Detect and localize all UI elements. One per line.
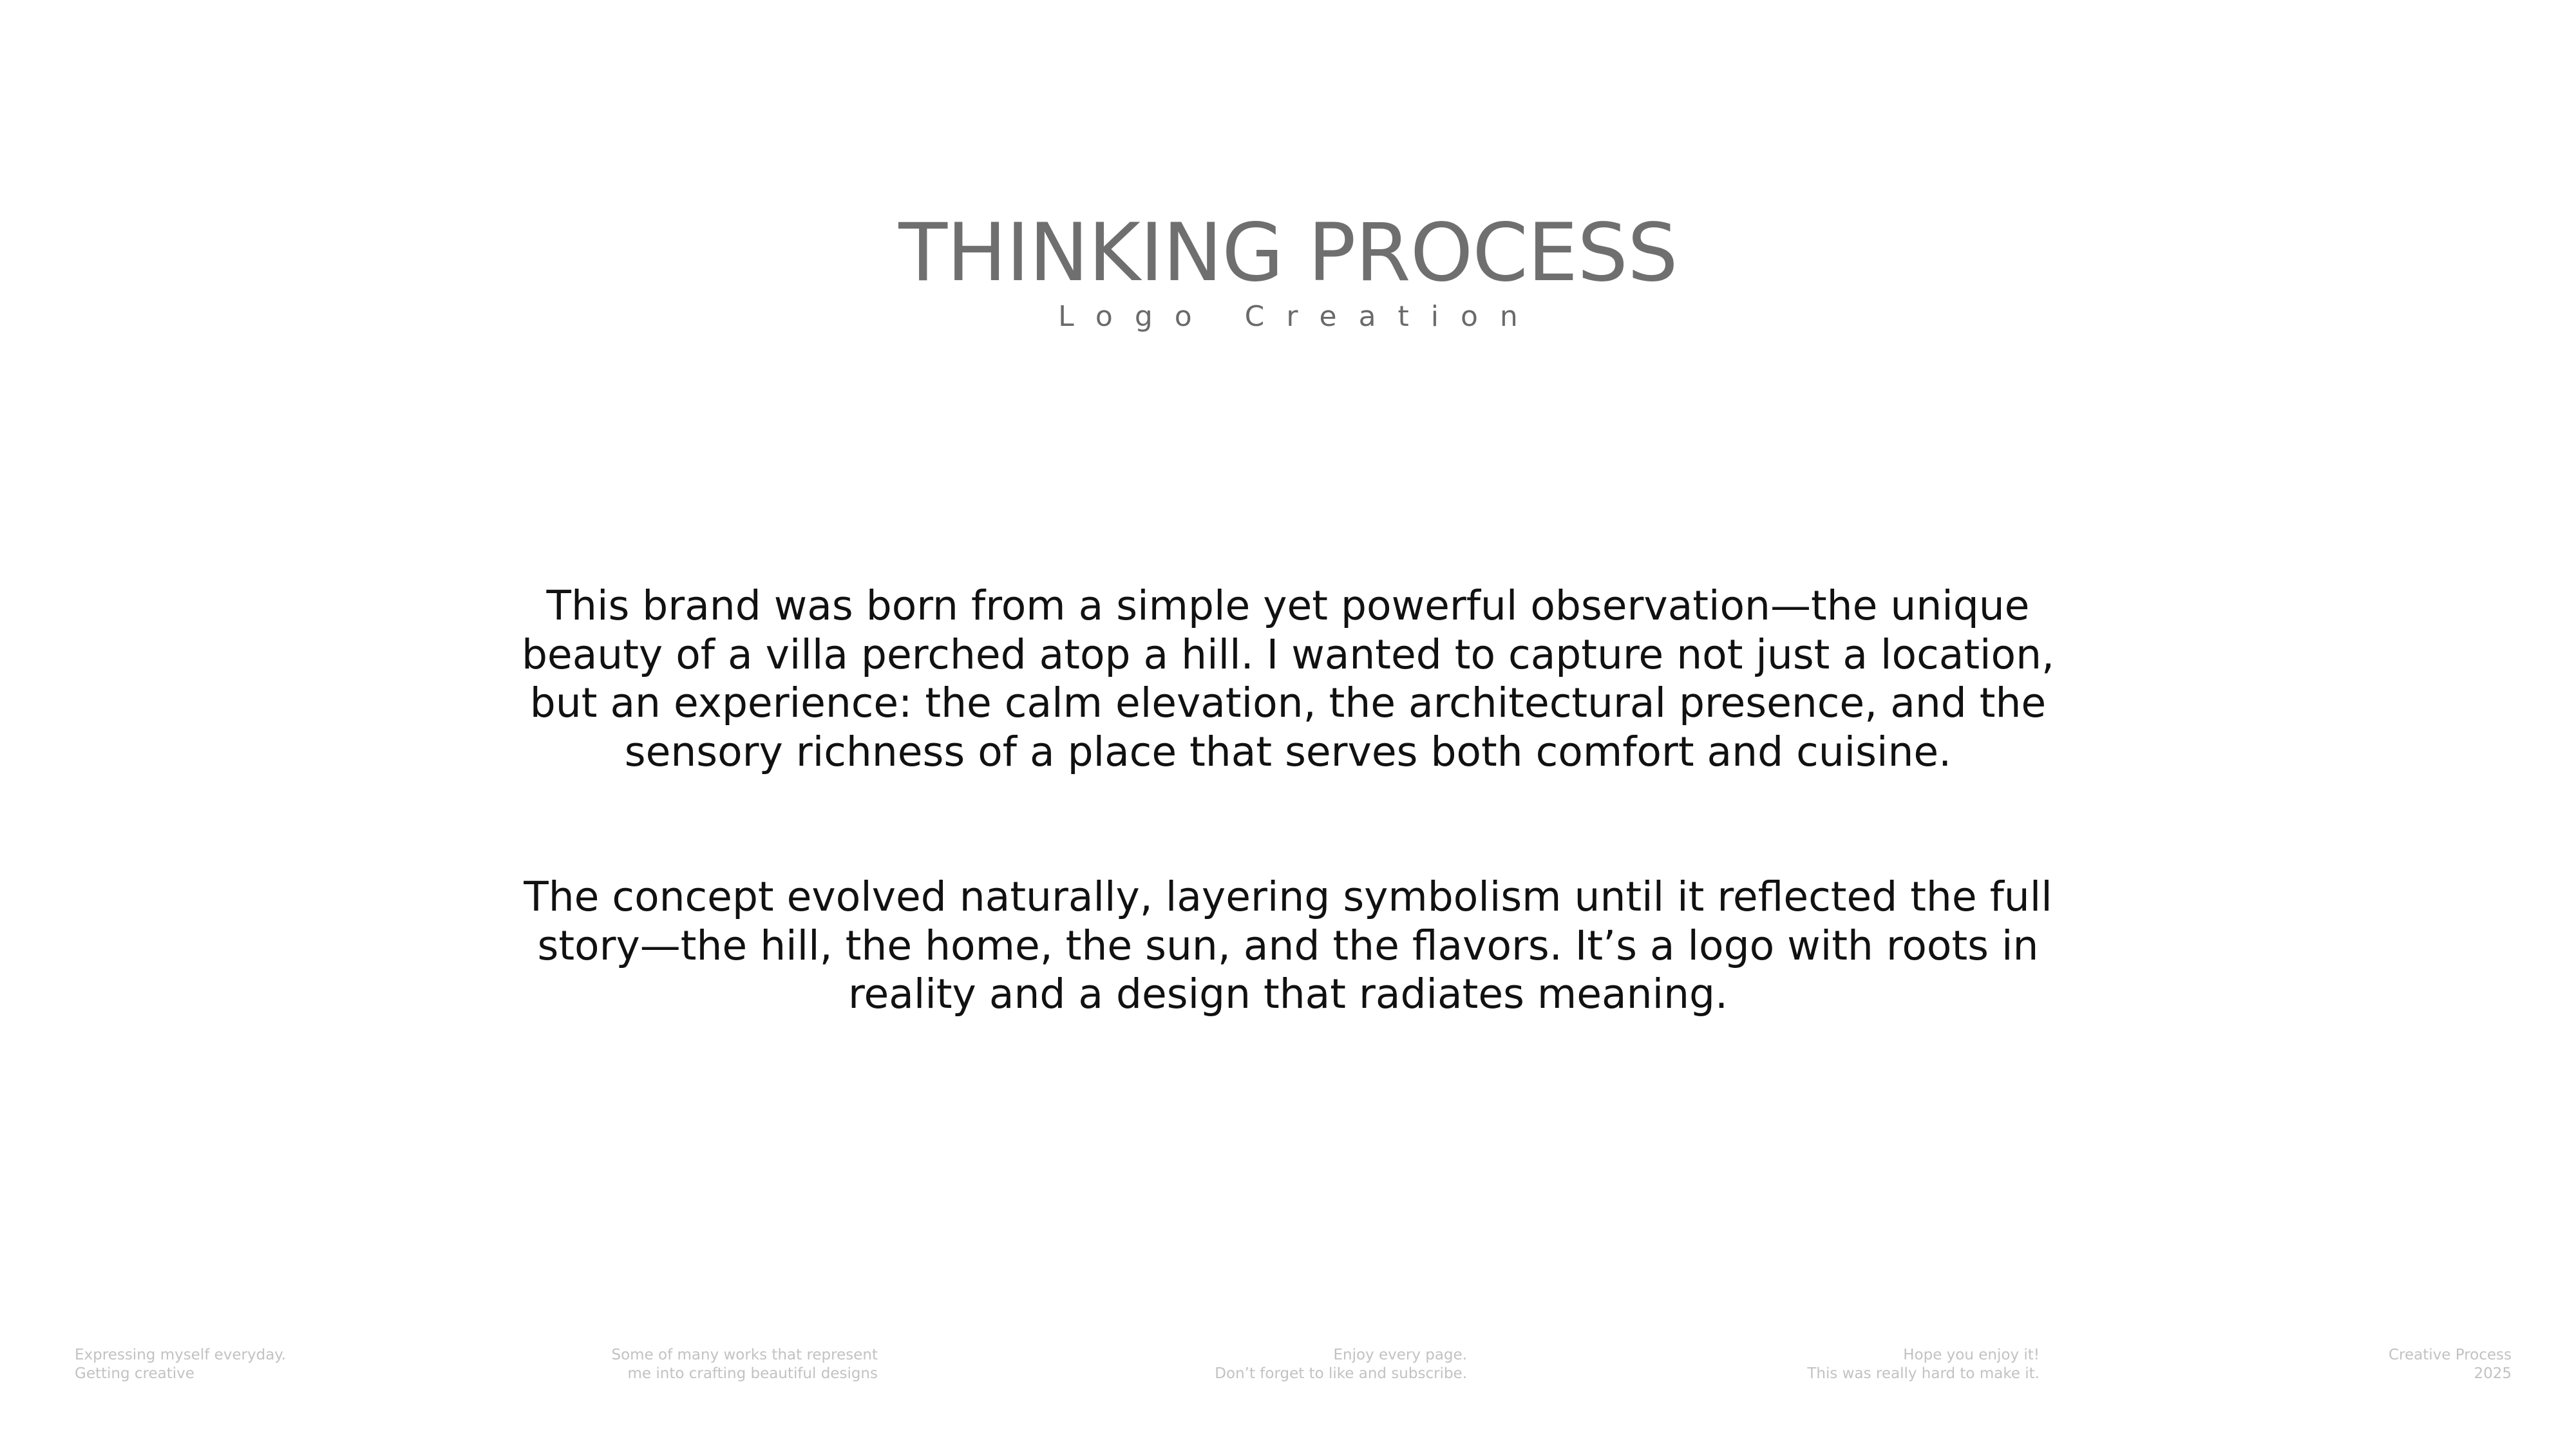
footer-note-3 — [1215, 1346, 1467, 1383]
footer-note-1-line-2: Getting creative — [75, 1365, 194, 1382]
footer-note-5-line-2: 2025 — [2474, 1365, 2512, 1382]
footer-note-2 — [611, 1346, 878, 1383]
footer-note-4-line-1: Hope you enjoy it! — [1903, 1347, 2040, 1363]
footer-note-4-line-2: This was really hard to make it. — [1807, 1365, 2040, 1382]
footer-note-5-line-1: Creative Process — [2389, 1347, 2512, 1363]
body-paragraph-2: The concept evolved naturally, layering symbolism until it reflected the full story—the hill, the home, the sun, and the flavors. It’s a logo with roots in reality and a design that radiates meaning. — [524, 873, 2052, 1018]
footer-note-1 — [75, 1346, 286, 1383]
footer-note-2-line-2: me into crafting beautiful designs — [627, 1365, 878, 1382]
page-subtitle: Logo Creation — [1058, 300, 1540, 333]
footer-note-1-line-1: Expressing myself everyday. — [75, 1347, 286, 1363]
footer-note-3-line-1: Enjoy every page. — [1333, 1347, 1467, 1363]
body-paragraph-1: This brand was born from a simple yet powerful observation—the unique beauty of a villa perched atop a hill. I wanted to capture not just a location, but an experience: the calm elevation, the architectural presence, and the sensory richness of a place that serves both comfort and cuisine. — [521, 582, 2055, 775]
footer-note-5 — [2389, 1346, 2512, 1383]
footer-note-4 — [1807, 1346, 2040, 1383]
footer-note-2-line-1: Some of many works that represent — [611, 1347, 878, 1363]
page-title: THINKING PROCESS — [898, 207, 1678, 299]
footer-note-3-line-2: Don’t forget to like and subscribe. — [1215, 1365, 1467, 1382]
